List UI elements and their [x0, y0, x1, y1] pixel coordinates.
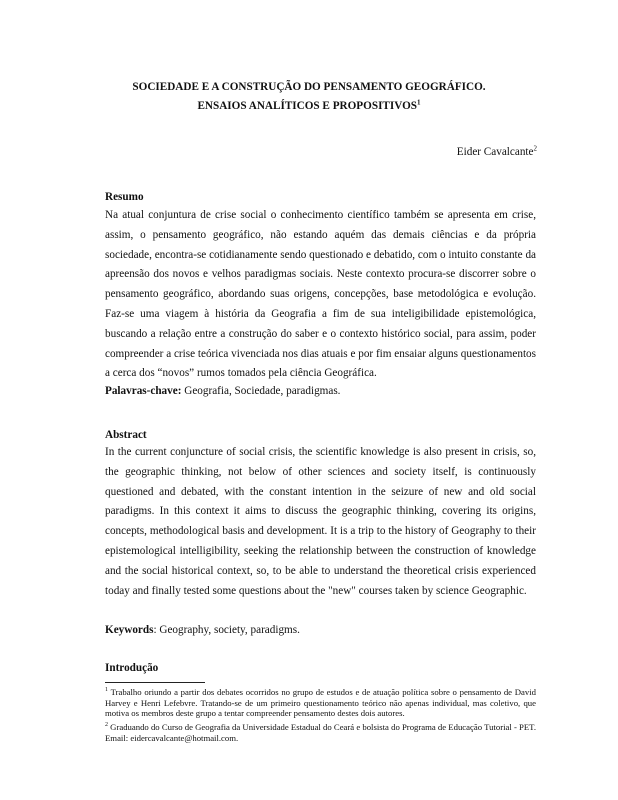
abstract-keywords	[105, 624, 300, 636]
resumo-keywords	[105, 385, 340, 397]
footnote-divider	[105, 682, 205, 683]
footnote-2-text: Graduando do Curso de Geografia da Universidade Estadual do Ceará e bolsista do Programa de Educação Tutorial - PET. Email: eidercavalcante@hotmail.com.	[105, 722, 536, 743]
resumo-keywords-label: Palavras-chave:	[105, 385, 182, 397]
resumo-heading: Resumo	[105, 191, 144, 203]
author-line	[457, 146, 537, 158]
abstract-heading: Abstract	[105, 429, 147, 441]
abstract-text: In the current conjuncture of social crisis, the scientific knowledge is also present in crisis, so, the geographic thinking, not below of other sciences and society itself, is continuously questioned and debated, with the constant intention in the seizure of new and old social paradigms. In this context it aims to discuss the geographic thinking, covering its origins, concepts, methodological basis and development. It is a trip to the history of Geography to their epistemological intelligibility, seeking the relationship between the construction of knowledge and the social historical context, so, to be able to understand the theoretical crisis experienced today and finally tested some questions about the "new" courses taken by science Geographic.	[105, 446, 536, 597]
title-footnote-mark: 1	[417, 98, 421, 107]
footnote-2-mark: 2	[105, 722, 108, 729]
abstract-keywords-values: : Geography, society, paradigms.	[153, 624, 300, 636]
footnote-1	[105, 687, 536, 719]
paper-title-line-2	[0, 100, 618, 112]
paper-title-line-2-text: ENSAIOS ANALÍTICOS E PROPOSITIVOS	[197, 100, 418, 112]
footnote-1-mark: 1	[105, 687, 108, 694]
author-footnote-mark: 2	[533, 144, 537, 153]
author-name: Eider Cavalcante	[456, 146, 534, 158]
resumo-keywords-values: Geografia, Sociedade, paradigmas.	[181, 385, 341, 397]
footnote-2	[105, 722, 536, 743]
resumo-text: Na atual conjuntura de crise social o conhecimento científico também se apresenta em crise, assim, o pensamento geográfico, não estando aquém das demais ciências e da própria sociedade, encontra-se cotidianamente sendo questionado e debatido, com o intuito constante da apreensão dos novos e velhos paradigmas sociais. Neste contexto procura-se discorrer sobre o pensamento geográfico, abordando suas origens, concepções, base metodológica e evolução. Faz-se uma viagem à história da Geografia a fim de sua inteligibilidade epistemológica, buscando a relação entre a construção do saber e o contexto histórico social, para assim, poder compreender a crise teórica vivenciada nos dias atuais e por fim ensaiar alguns questionamentos a cerca dos “novos” rumos tomados pela ciência Geográfica.	[105, 209, 536, 380]
introducao-heading: Introdução	[105, 662, 159, 674]
paper-title-line-1: SOCIEDADE E A CONSTRUÇÃO DO PENSAMENTO GEOGRÁFICO.	[132, 81, 486, 93]
abstract-keywords-label: Keywords	[105, 624, 154, 636]
footnote-1-text: Trabalho oriundo a partir dos debates ocorridos no grupo de estudos e de atuação política sobre o pensamento de David Harvey e Henri Lefebvre. Tratando-se de um primeiro questionamento teórico não apenas individual, mas coletivo, que motiva os membros deste grupo a tentar compreender pensamento destes dois autores.	[105, 687, 536, 719]
